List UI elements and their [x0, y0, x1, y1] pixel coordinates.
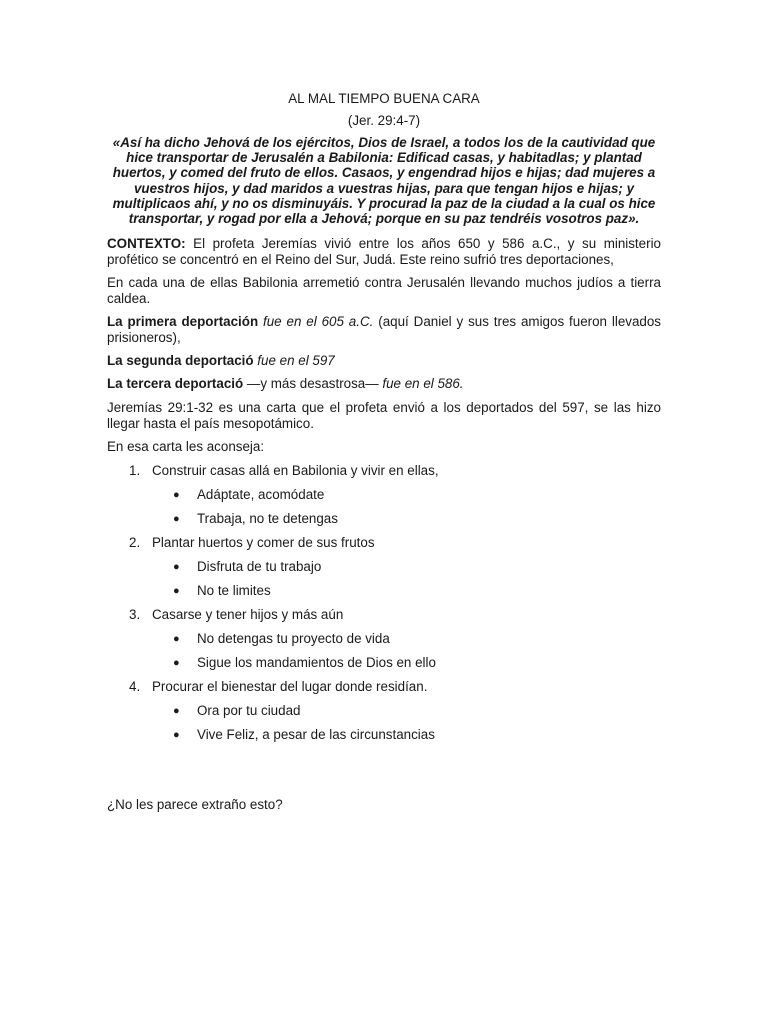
third-deportation-date: fue en el 586. [382, 376, 464, 391]
second-deportation-label: La segunda deportació [107, 353, 254, 368]
sub-item: Sigue los mandamientos de Dios en ello [197, 655, 436, 670]
list-number-4: 4. [129, 679, 141, 694]
third-deportation-label: La tercera deportació [107, 376, 244, 391]
list-item-2: Plantar huertos y comer de sus frutos [152, 535, 375, 550]
sub-item: No detengas tu proyecto de vida [197, 631, 390, 646]
bullet-icon: ● [173, 705, 180, 717]
first-deportation-paragraph [107, 314, 661, 345]
second-deportation-date: fue en el 597 [253, 353, 335, 368]
list-item-1: Construir casas allá en Babilonia y vivir en ellas, [152, 463, 439, 478]
bullet-icon: ● [173, 513, 180, 525]
bullet-icon: ● [173, 729, 180, 741]
first-deportation-note: (aquí Daniel y sus tres amigos fueron llevados prisioneros), [107, 314, 661, 345]
bullet-icon: ● [173, 585, 180, 597]
list-number-3: 3. [129, 607, 141, 622]
third-deportation-note: —y más desastrosa— [243, 376, 383, 391]
sub-item: Trabaja, no te detengas [197, 511, 338, 526]
context-text: El profeta Jeremías vivió entre los años 650 y 586 a.C., y su ministerio profético se concentró en el Reino del Sur, Judá. Este reino sufrió tres deportaciones, [107, 236, 661, 267]
document-title: AL MAL TIEMPO BUENA CARA [288, 91, 480, 106]
scripture-quote: «Así ha dicho Jehová de los ejércitos, Dios de Israel, a todos los de la cautividad que hice transportar de Jerusalén a Babilonia: Edificad casas, y habitadlas; y plantad huertos, y comed del fruto de ellos. Casaos, y engendrad hijos e hijas; dad mujeres a vuestros hijos, y dad maridos a vuestras hijas, para que tengan hijos e hijas; y multiplicaos ahí, y no os disminuyáis. Y procurad la paz de la ciudad a la cual os hice transportar, y rogad por ella a Jehová; porque en su paz tendréis vosotros paz». [112, 135, 656, 227]
first-deportation-date: fue en el 605 a.C. [258, 314, 374, 329]
list-number-1: 1. [129, 463, 141, 478]
bullet-icon: ● [173, 633, 180, 645]
first-deportation-label: La primera deportación [107, 314, 259, 329]
list-number-2: 2. [129, 535, 141, 550]
sub-item: Ora por tu ciudad [197, 703, 301, 718]
scripture-reference: (Jer. 29:4-7) [347, 113, 421, 128]
closing-question: ¿No les parece extraño esto? [107, 797, 283, 812]
sub-item: Vive Feliz, a pesar de las circunstancias [197, 727, 435, 742]
babilonia-paragraph: En cada una de ellas Babilonia arremetió contra Jerusalén llevando muchos judíos a tierra caldea. [107, 275, 661, 306]
context-label: CONTEXTO: [107, 236, 186, 251]
advice-intro: En esa carta les aconseja: [107, 439, 265, 454]
list-item-3: Casarse y tener hijos y más aún [152, 607, 344, 622]
second-deportation-paragraph [107, 353, 661, 369]
letter-paragraph: Jeremías 29:1-32 es una carta que el profeta envió a los deportados del 597, se las hizo llegar hasta el país mesopotámico. [107, 400, 661, 431]
context-paragraph [107, 236, 661, 267]
bullet-icon: ● [173, 489, 180, 501]
sub-item: Adáptate, acomódate [197, 487, 325, 502]
sub-item: Disfruta de tu trabajo [197, 559, 322, 574]
bullet-icon: ● [173, 657, 180, 669]
sub-item: No te limites [197, 583, 271, 598]
list-item-4: Procurar el bienestar del lugar donde residían. [152, 679, 428, 694]
bullet-icon: ● [173, 561, 180, 573]
third-deportation-paragraph [107, 376, 661, 392]
